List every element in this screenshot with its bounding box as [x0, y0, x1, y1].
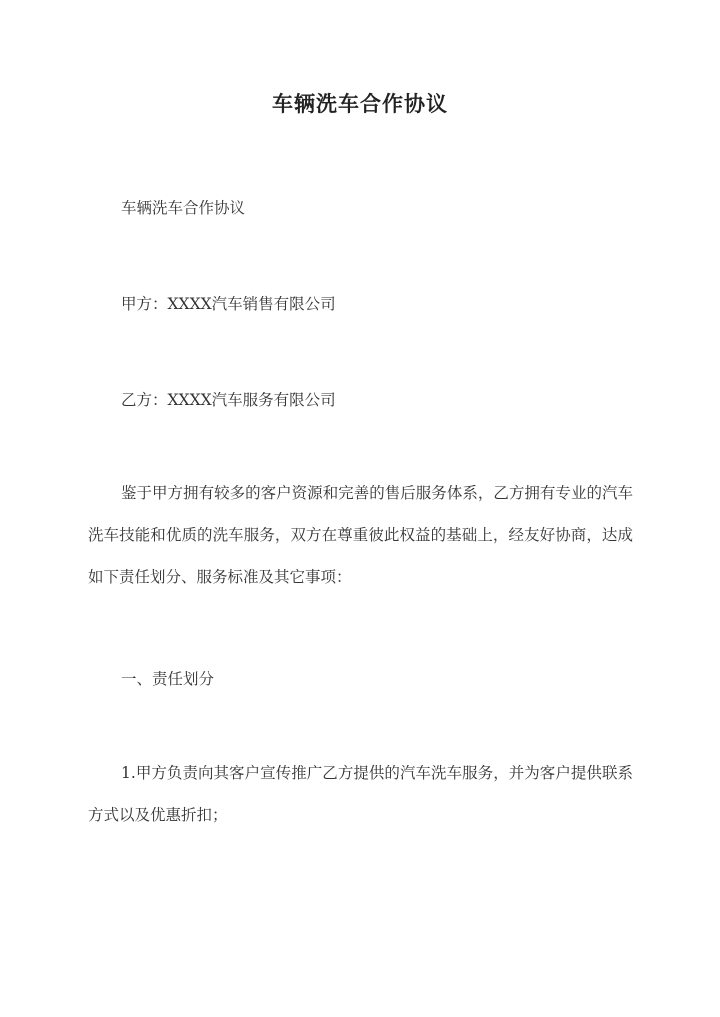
preamble-paragraph: 鉴于甲方拥有较多的客户资源和完善的售后服务体系，乙方拥有专业的汽车洗车技能和优质的洗车服务，双方在尊重彼此权益的基础上，经友好协商，达成如下责任划分、服务标准及其它事项： — [88, 484, 633, 586]
party-a-line: 甲方：XXXX汽车销售有限公司 — [121, 295, 336, 313]
document-title: 车辆洗车合作协议 — [272, 91, 448, 116]
party-b-line: 乙方：XXXX汽车服务有限公司 — [121, 391, 336, 409]
clause-1-paragraph: 1.甲方负责向其客户宣传推广乙方提供的汽车洗车服务，并为客户提供联系方式以及优惠折扣； — [88, 764, 633, 824]
document-subtitle: 车辆洗车合作协议 — [121, 199, 246, 217]
section-heading-responsibility: 一、责任划分 — [121, 670, 215, 688]
